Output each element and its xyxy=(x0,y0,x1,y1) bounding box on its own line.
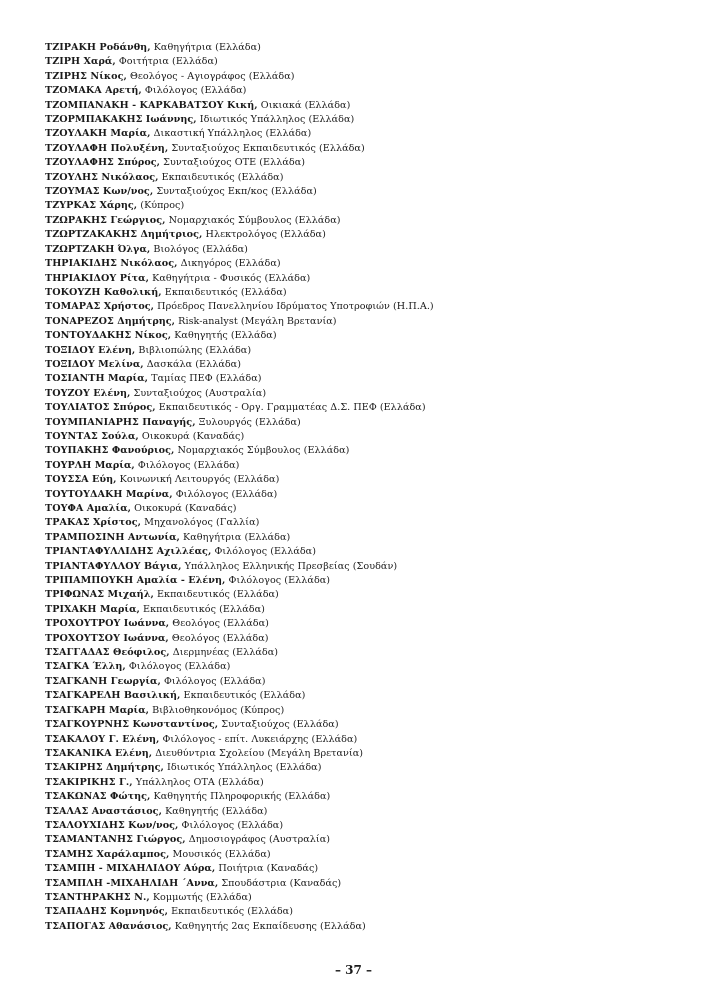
list-item xyxy=(45,372,685,386)
entry-name: ΤΡΙΧΑΚΗ Μαρία, xyxy=(45,603,140,615)
list-item xyxy=(45,84,685,98)
list-item xyxy=(45,502,685,516)
entry-description: Θεολόγος - Αγιογράφος (Ελλάδα) xyxy=(126,70,295,82)
entry-name: ΤΡΑΜΠΟΣΙΝΗ Αντωνία, xyxy=(45,531,180,543)
entry-name: ΤΖΙΡΗ Χαρά, xyxy=(45,56,116,68)
list-item xyxy=(45,171,685,185)
list-item xyxy=(45,344,685,358)
entry-name: ΤΡΙΦΩΝΑΣ Μιχαήλ, xyxy=(45,589,154,601)
entry-description: (Κύπρος) xyxy=(137,200,185,212)
list-item xyxy=(45,113,685,127)
entry-description: Οικιακά (Ελλάδα) xyxy=(257,99,351,111)
entry-description: Μηχανολόγος (Γαλλία) xyxy=(141,517,260,529)
entry-name: ΤΟΝΤΟΥΔΑΚΗΣ Νίκος, xyxy=(45,330,172,342)
entry-name: ΤΡΑΚΑΣ Χρίστος, xyxy=(45,517,142,529)
entry-name: ΤΣΑΠΟΓΑΣ Αθανάσιος, xyxy=(45,920,172,932)
list-item xyxy=(45,531,685,545)
list-item xyxy=(45,905,685,919)
entry-name: ΤΖΟΜΑΚΑ Αρετή, xyxy=(45,85,142,97)
list-item xyxy=(45,545,685,559)
entry-name: ΤΟΥΡΛΗ Μαρία, xyxy=(45,459,135,471)
entry-name: ΤΡΙΑΝΤΑΦΥΛΛΟΥ Βάγια, xyxy=(45,560,182,572)
entry-name: ΤΖΙΡΗΣ Νίκος, xyxy=(45,70,127,82)
entry-name: ΤΖΟΥΛΗΣ Νικόλαος, xyxy=(45,171,159,183)
list-item xyxy=(45,300,685,314)
entry-description: Καθηγητής Πληροφορικής (Ελλάδα) xyxy=(150,791,331,803)
list-item xyxy=(45,55,685,69)
entry-name: ΤΣΑΜΠΛΗ -ΜΙΧΑΗΛΙΔΗ ΄Αννα, xyxy=(45,877,219,889)
entry-description: Φιλόλογος - επίτ. Λυκειάρχης (Ελλάδα) xyxy=(159,733,358,745)
list-item xyxy=(45,877,685,891)
entry-description: Δημοσιογράφος (Αυστραλία) xyxy=(185,834,331,846)
list-item xyxy=(45,704,685,718)
entry-description: Φιλόλογος (Ελλάδα) xyxy=(211,546,316,558)
entry-description: Ταμίας ΠΕΦ (Ελλάδα) xyxy=(148,373,262,385)
list-item xyxy=(45,560,685,574)
entry-name: ΤΣΑΚΙΡΙΚΗΣ Γ., xyxy=(45,776,133,788)
list-item xyxy=(45,185,685,199)
entry-description: Θεολόγος (Ελλάδα) xyxy=(169,618,269,630)
entry-name: ΤΟΜΑΡΑΣ Χρήστος, xyxy=(45,301,155,313)
list-item xyxy=(45,315,685,329)
list-item xyxy=(45,488,685,502)
entry-description: Βιβλιοθηκονόμος (Κύπρος) xyxy=(149,704,285,716)
entry-description: Ξυλουργός (Ελλάδα) xyxy=(195,416,301,428)
entry-name: ΤΡΟΧΟΥΤΡΟΥ Ιωάννα, xyxy=(45,618,170,630)
entry-description: Φιλόλογος (Ελλάδα) xyxy=(141,85,247,97)
entry-description: Φιλόλογος (Ελλάδα) xyxy=(160,675,266,687)
list-item xyxy=(45,603,685,617)
list-item xyxy=(45,718,685,732)
name-list xyxy=(45,41,685,934)
entry-description: Risk-analyst (Μεγάλη Βρετανία) xyxy=(175,315,337,327)
list-item xyxy=(45,747,685,761)
entry-name: ΤΟΞΙΔΟΥ Ελένη, xyxy=(45,344,136,356)
entry-description: Εκπαιδευτικός (Ελλάδα) xyxy=(168,906,294,918)
entry-description: Φιλόλογος (Ελλάδα) xyxy=(225,575,331,587)
entry-description: Εκπαιδευτικός (Ελλάδα) xyxy=(139,603,265,615)
entry-description: Καθηγήτρια (Ελλάδα) xyxy=(179,531,291,543)
entry-description: Διευθύντρια Σχολείου (Μεγάλη Βρετανία) xyxy=(152,747,364,759)
entry-name: ΤΣΑΛΟΥΧΙΔΗΣ Κων/νος, xyxy=(45,819,179,831)
entry-name: ΤΡΟΧΟΥΤΣΟΥ Ιωάννα, xyxy=(45,632,169,644)
entry-name: ΤΖΟΡΜΠΑΚΑΚΗΣ Ιωάννης, xyxy=(45,114,197,126)
entry-description: Θεολόγος (Ελλάδα) xyxy=(168,632,269,644)
list-item xyxy=(45,574,685,588)
entry-description: Φιλόλογος (Ελλάδα) xyxy=(134,459,240,471)
entry-description: Καθηγήτρια (Ελλάδα) xyxy=(150,42,261,53)
list-item xyxy=(45,127,685,141)
entry-description: Ηλεκτρολόγος (Ελλάδα) xyxy=(202,229,326,241)
entry-description: Ποιήτρια (Καναδάς) xyxy=(215,863,319,875)
entry-description: Υπάλληλος Ελληνικής Πρεσβείας (Σουδάν) xyxy=(181,560,398,572)
entry-name: ΤΟΥΝΤΑΣ Σούλα, xyxy=(45,430,139,442)
list-item xyxy=(45,401,685,415)
entry-name: ΤΟΝΑΡΕΖΟΣ Δημήτρης, xyxy=(45,315,176,327)
entry-description: Εκπαιδευτικός (Ελλάδα) xyxy=(161,286,287,298)
entry-name: ΤΟΣΙΑΝΤΗ Μαρία, xyxy=(45,373,149,385)
entry-description: Φιλόλογος (Ελλάδα) xyxy=(172,488,278,500)
list-item xyxy=(45,761,685,775)
entry-name: ΤΟΚΟΥΖΗ Καθολική, xyxy=(45,286,162,298)
list-item xyxy=(45,286,685,300)
entry-description: Νομαρχιακός Σύμβουλος (Ελλάδα) xyxy=(165,214,341,226)
entry-name: ΤΣΑΜΠΗ - ΜΙΧΑΗΛΙΔΟΥ Αύρα, xyxy=(45,863,216,875)
entry-description: Υπάλληλος ΟΤΑ (Ελλάδα) xyxy=(132,776,264,788)
list-item xyxy=(45,257,685,271)
entry-description: Καθηγητής 2ας Εκπαίδευσης (Ελλάδα) xyxy=(171,920,366,932)
entry-name: ΤΗΡΙΑΚΙΔΟΥ Ρίτα, xyxy=(45,272,149,284)
list-item xyxy=(45,41,685,55)
entry-name: ΤΖΥΡΚΑΣ Χάρης, xyxy=(45,200,138,212)
entry-name: ΤΣΑΚΩΝΑΣ Φώτης, xyxy=(45,791,151,803)
entry-description: Εκπαιδευτικός - Οργ. Γραμματέας Δ.Σ. ΠΕΦ (Ελλάδα) xyxy=(155,402,426,414)
list-item xyxy=(45,358,685,372)
entry-name: ΤΟΥΠΑΚΗΣ Φανούριος, xyxy=(45,445,175,457)
entry-description: Νομαρχιακός Σύμβουλος (Ελλάδα) xyxy=(174,445,350,457)
entry-name: ΤΟΥΖΟΥ Ελένη, xyxy=(45,387,131,399)
entry-description: Συνταξιούχος Εκπαιδευτικός (Ελλάδα) xyxy=(168,142,365,154)
entry-name: ΤΟΞΙΔΟΥ Μελίνα, xyxy=(45,358,144,370)
entry-name: ΤΟΥΦΑ Αμαλία, xyxy=(45,503,132,514)
list-item xyxy=(45,848,685,862)
entry-name: ΤΣΑΓΚΑΝΗ Γεωργία, xyxy=(45,675,161,687)
list-item xyxy=(45,473,685,487)
list-item xyxy=(45,430,685,444)
entry-name: ΤΣΑΓΚΟΥΡΝΗΣ Κωνσταντίνος, xyxy=(45,719,219,731)
entry-description: Δασκάλα (Ελλάδα) xyxy=(143,358,242,370)
entry-description: Εκπαιδευτικός (Ελλάδα) xyxy=(180,690,306,702)
entry-description: Οικοκυρά (Καναδάς) xyxy=(131,503,237,514)
entry-name: ΤΟΥΛΙΑΤΟΣ Σπύρος, xyxy=(45,402,156,414)
entry-name: ΤΣΑΚΑΝΙΚΑ Ελένη, xyxy=(45,747,153,759)
entry-name: ΤΣΑΠΑΔΗΣ Κομνηνός, xyxy=(45,906,169,918)
entry-name: ΤΟΥΜΠΑΝΙΑΡΗΣ Παναγής, xyxy=(45,416,196,428)
entry-description: Καθηγητής (Ελλάδα) xyxy=(171,330,277,342)
list-item xyxy=(45,156,685,170)
entry-name: ΤΗΡΙΑΚΙΔΗΣ Νικόλαος, xyxy=(45,258,178,270)
entry-name: ΤΖΟΥΜΑΣ Κων/νος, xyxy=(45,186,154,198)
list-item xyxy=(45,214,685,228)
entry-description: Σπουδάστρια (Καναδάς) xyxy=(218,877,342,889)
list-item xyxy=(45,444,685,458)
entry-name: ΤΟΥΣΣΑ Εύη, xyxy=(45,474,117,486)
entry-name: ΤΣΑΛΑΣ Αναστάσιος, xyxy=(45,805,162,817)
entry-description: Βιολόγος (Ελλάδα) xyxy=(150,243,248,255)
list-item xyxy=(45,228,685,242)
list-item xyxy=(45,632,685,646)
page-number: – 37 – xyxy=(334,963,373,977)
entry-name: ΤΣΑΜΑΝΤΑΝΗΣ Γιώργος, xyxy=(45,834,186,846)
list-item xyxy=(45,833,685,847)
list-item xyxy=(45,675,685,689)
entry-description: Κοινωνική Λειτουργός (Ελλάδα) xyxy=(116,474,280,486)
list-item xyxy=(45,689,685,703)
entry-name: ΤΣΑΚΙΡΗΣ Δημήτρης, xyxy=(45,762,164,774)
list-item xyxy=(45,272,685,286)
entry-name: ΤΖΙΡΑΚΗ Ροδάνθη, xyxy=(45,42,151,53)
entry-name: ΤΖΩΡΤΖΑΚΗ Όλγα, xyxy=(45,243,151,255)
entry-description: Συνταξιούχος Εκπ/κος (Ελλάδα) xyxy=(153,186,317,198)
entry-description: Δικαστική Υπάλληλος (Ελλάδα) xyxy=(150,128,312,140)
list-item xyxy=(45,920,685,934)
list-item xyxy=(45,588,685,602)
entry-name: ΤΣΑΝΤΗΡΑΚΗΣ Ν., xyxy=(45,891,150,903)
entry-name: ΤΣΑΓΚΑΡΕΛΗ Βασιλική, xyxy=(45,690,181,702)
list-item xyxy=(45,790,685,804)
entry-description: Κομμωτής (Ελλάδα) xyxy=(149,891,252,903)
entry-description: Συνταξιούχος ΟΤΕ (Ελλάδα) xyxy=(160,157,306,169)
entry-name: ΤΣΑΓΓΑΔΑΣ Θεόφιλος, xyxy=(45,647,170,659)
entry-description: Εκπαιδευτικός (Ελλάδα) xyxy=(153,589,279,601)
entry-description: Φιλόλογος (Ελλάδα) xyxy=(178,819,284,831)
entry-name: ΤΟΥΤΟΥΔΑΚΗ Μαρίνα, xyxy=(45,488,173,500)
list-item xyxy=(45,776,685,790)
list-item xyxy=(45,416,685,430)
list-item xyxy=(45,819,685,833)
list-item xyxy=(45,199,685,213)
list-item xyxy=(45,862,685,876)
entry-name: ΤΖΟΥΛΑΦΗΣ Σπύρος, xyxy=(45,157,161,169)
entry-name: ΤΣΑΓΚΑ Έλλη, xyxy=(45,661,126,673)
entry-description: Εκπαιδευτικός (Ελλάδα) xyxy=(158,171,284,183)
entry-name: ΤΖΟΜΠΑΝΑΚΗ - ΚΑΡΚΑΒΑΤΣΟΥ Κική, xyxy=(45,99,258,111)
entry-name: ΤΡΙΠΑΜΠΟΥΚΗ Αμαλία - Ελένη, xyxy=(45,575,226,587)
entry-description: Διερμηνέας (Ελλάδα) xyxy=(169,647,279,659)
entry-description: Βιβλιοπώλης (Ελλάδα) xyxy=(135,344,252,356)
entry-description: Οικοκυρά (Καναδάς) xyxy=(138,430,245,442)
entry-name: ΤΣΑΚΑΛΟΥ Γ. Ελένη, xyxy=(45,733,160,745)
list-item xyxy=(45,733,685,747)
entry-description: Καθηγήτρια - Φυσικός (Ελλάδα) xyxy=(149,272,311,284)
list-item xyxy=(45,646,685,660)
entry-name: ΤΡΙΑΝΤΑΦΥΛΛΙΔΗΣ Αχιλλέας, xyxy=(45,546,212,558)
entry-name: ΤΖΟΥΛΑΚΗ Μαρία, xyxy=(45,128,151,140)
entry-name: ΤΖΩΡΑΚΗΣ Γεώργιος, xyxy=(45,214,166,226)
entry-description: Συνταξιούχος (Αυστραλία) xyxy=(130,387,267,399)
entry-description: Μουσικός (Ελλάδα) xyxy=(169,848,271,860)
list-item xyxy=(45,891,685,905)
list-item xyxy=(45,70,685,84)
list-item xyxy=(45,805,685,819)
entry-description: Δικηγόρος (Ελλάδα) xyxy=(177,258,281,270)
list-item xyxy=(45,516,685,530)
list-item xyxy=(45,660,685,674)
list-item xyxy=(45,142,685,156)
list-item xyxy=(45,459,685,473)
list-item xyxy=(45,99,685,113)
list-item xyxy=(45,243,685,257)
list-item xyxy=(45,387,685,401)
entry-description: Φοιτήτρια (Ελλάδα) xyxy=(115,56,218,68)
entry-description: Πρόεδρος Πανελληνίου Ιδρύματος Υποτροφιών (Η.Π.Α.) xyxy=(154,301,434,313)
entry-description: Ιδιωτικός Υπάλληλος (Ελλάδα) xyxy=(196,114,355,126)
entry-name: ΤΣΑΓΚΑΡΗ Μαρία, xyxy=(45,704,150,716)
entry-name: ΤΖΩΡΤΖΑΚΑΚΗΣ Δημήτριος, xyxy=(45,229,203,241)
list-item xyxy=(45,329,685,343)
list-item xyxy=(45,617,685,631)
entry-description: Καθηγητής (Ελλάδα) xyxy=(161,805,268,817)
entry-name: ΤΖΟΥΛΑΦΗ Πολυξένη, xyxy=(45,142,169,154)
entry-description: Ιδιωτικός Υπάλληλος (Ελλάδα) xyxy=(163,762,322,774)
entry-description: Συνταξιούχος (Ελλάδα) xyxy=(218,719,339,731)
entry-description: Φιλόλογος (Ελλάδα) xyxy=(125,661,231,673)
entry-name: ΤΣΑΜΗΣ Χαράλαμπος, xyxy=(45,848,170,860)
